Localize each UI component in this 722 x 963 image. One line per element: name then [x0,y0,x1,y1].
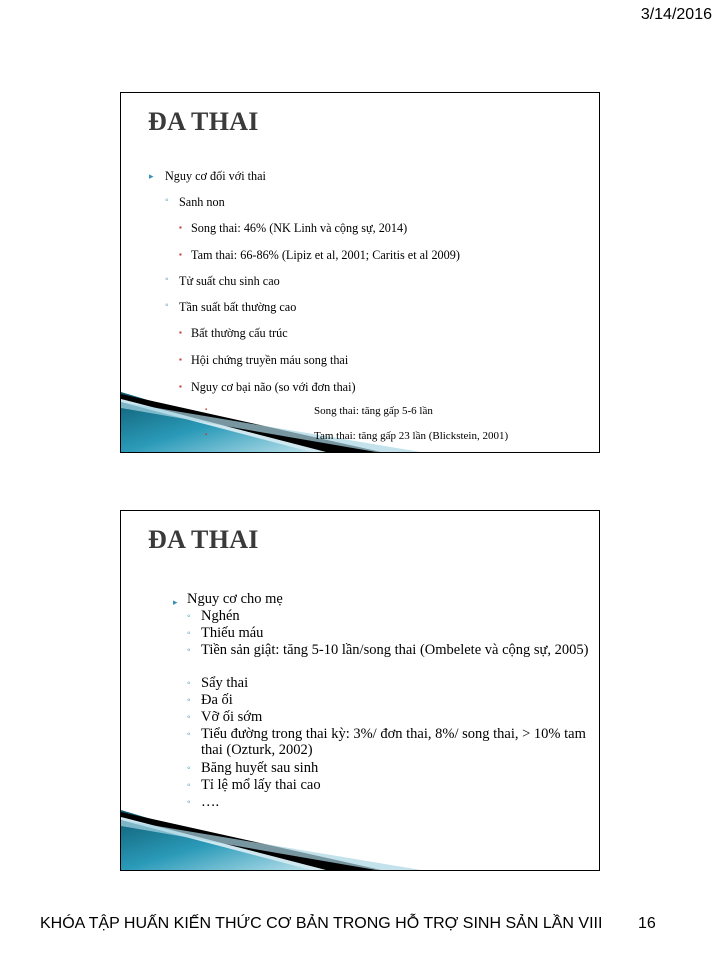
list-item-text: Sanh non [179,195,225,209]
circle-bullet-icon: ◦ [187,712,191,723]
triangle-bullet-icon: ▸ [173,597,178,607]
list-item-text: Vỡ ối sớm [201,709,263,725]
list-item-text: Tiểu đường trong thai kỳ: 3%/ đơn thai, 8%/ song thai, > 10% tam thai (Ozturk, 2002) [201,726,586,758]
slide-2 [120,510,600,871]
circle-bullet-icon: ◦ [187,797,191,808]
list-item-text: Tam thai: tăng gấp 23 lần (Blickstein, 2001) [314,430,509,442]
print-date: 3/14/2016 [640,6,712,23]
circle-bullet-icon: ◦ [187,780,191,791]
list-item-text: Bất thường cấu trúc [191,326,288,340]
square-bullet-icon: ▪ [179,223,182,232]
circle-bullet-icon: ◦ [165,274,169,285]
slide-1 [120,92,600,453]
slide-decoration [121,810,599,870]
triangle-bullet-icon: ▸ [149,171,154,181]
slide-title: ĐA THAI [148,525,259,554]
circle-bullet-icon: ◦ [187,611,191,622]
slide-title: ĐA THAI [148,107,259,136]
circle-bullet-icon: ◦ [187,763,191,774]
list-item-text: Tỉ lệ mổ lấy thai cao [201,777,321,793]
page-number: 16 [638,915,656,932]
list-item-text: Tần suất bất thường cao [179,300,297,314]
list-item-text: Băng huyết sau sinh [201,760,319,776]
list-item-text: Đa ối [201,692,233,708]
list-item-text: Tiền sản giật: tăng 5-10 lần/song thai (Ombelete và cộng sự, 2005) [201,642,589,658]
list-item-text: Nguy cơ đối với thai [165,169,266,183]
list-item-text: Nguy cơ bại não (so với đơn thai) [191,380,356,394]
footer-course-title: KHÓA TẬP HUẤN KIẾN THỨC CƠ BẢN TRONG HỖ TRỢ SINH SẢN LẦN VIII [40,915,603,932]
list-item-text: Thiếu máu [201,625,264,641]
square-bullet-icon: ▪ [179,382,182,391]
square-bullet-icon: ▪ [205,432,208,438]
circle-bullet-icon: ◦ [187,695,191,706]
circle-bullet-icon: ◦ [187,628,191,639]
circle-bullet-icon: ◦ [187,729,191,740]
list-item-text: Hội chứng truyền máu song thai [191,353,349,367]
list-item-text: Tử suất chu sinh cao [179,274,280,288]
square-bullet-icon: ▪ [179,328,182,337]
square-bullet-icon: ▪ [179,250,182,259]
list-item-text: Sẩy thai [201,675,249,691]
circle-bullet-icon: ◦ [187,678,191,689]
list-item-text: Tam thai: 66-86% (Lipiz et al, 2001; Caritis et al 2009) [191,248,460,262]
square-bullet-icon: ▪ [205,407,208,413]
list-item-text: Nguy cơ cho mẹ [187,591,283,607]
circle-bullet-icon: ◦ [187,645,191,656]
circle-bullet-icon: ◦ [165,195,169,206]
slide-decoration [121,392,599,452]
square-bullet-icon: ▪ [179,355,182,364]
circle-bullet-icon: ◦ [165,300,169,311]
list-item-text: Song thai: 46% (NK Linh và cộng sự, 2014) [191,221,408,235]
list-item-text: Nghén [201,608,240,624]
list-item-text: Song thai: tăng gấp 5-6 lần [314,405,433,417]
list-item-text: …. [201,794,220,810]
